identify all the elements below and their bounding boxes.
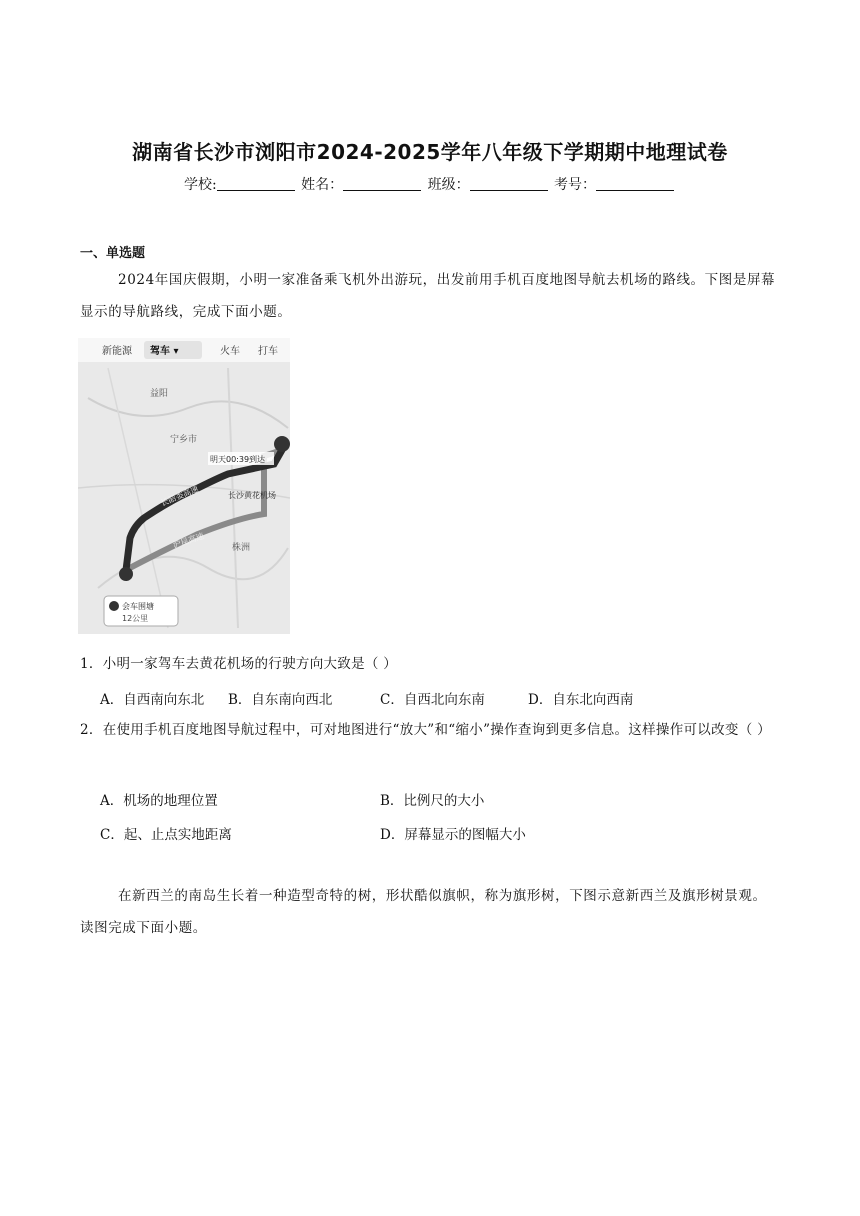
question-1-stem: 1．小明一家驾车去黄花机场的行驶方向大致是（ ）: [80, 656, 398, 672]
tab-train[interactable]: 火车: [220, 346, 240, 357]
section-heading: 一、单选题: [80, 246, 146, 261]
exam-title: 湖南省长沙市浏阳市2024-2025学年八年级下学期期中地理试卷: [132, 140, 728, 164]
q1-option-b[interactable]: B．自东南向西北: [228, 692, 333, 708]
q2-option-a[interactable]: A．机场的地理位置: [100, 793, 218, 809]
label-airport: 长沙黄花机场: [228, 491, 276, 500]
question-2-stem: 2．在使用手机百度地图导航过程中，可对地图进行“放大”和“缩小”操作查询到更多信息。这样操作可以改变（ ）: [80, 722, 771, 738]
number-label: 考号：: [554, 177, 597, 193]
label-road-changshao: 长韶娄高速: [159, 484, 200, 508]
q1-option-c[interactable]: C．自西北向东南: [380, 692, 485, 708]
navigation-map-figure: [78, 338, 290, 634]
passage-2-paragraph: 在新西兰的南岛生长着一种造型奇特的树，形状酷似旗帜，称为旗形树，下图示意新西兰及旗形树景观。读图完成下面小题。: [80, 888, 767, 936]
name-label: 姓名：: [301, 177, 344, 193]
number-blank[interactable]: [596, 176, 674, 191]
school-blank[interactable]: [217, 176, 295, 191]
student-info-line: [0, 174, 860, 194]
tab-taxi[interactable]: 打车: [258, 346, 278, 357]
label-road-hukun: 沪昆高速: [171, 531, 206, 550]
class-blank[interactable]: [470, 176, 548, 191]
q1-option-d[interactable]: D．自东北向西南: [528, 692, 634, 708]
start-marker-icon: [119, 567, 133, 581]
map-svg: [78, 338, 290, 634]
label-zhuzhou: 株洲: [232, 543, 251, 553]
start-card-pin-icon: [109, 601, 119, 611]
label-ningxiang: 宁乡市: [170, 435, 198, 445]
tab-drive[interactable]: 驾车 ▾: [150, 346, 179, 357]
label-eta: 明天00:39到达: [210, 455, 266, 464]
q2-option-c[interactable]: C．起、止点实地距离: [100, 827, 232, 843]
start-area-label: 会车围塘: [122, 602, 154, 611]
school-label: 学校:: [183, 177, 217, 193]
q2-option-b[interactable]: B．比例尺的大小: [380, 793, 485, 809]
tab-new-energy[interactable]: 新能源: [102, 346, 132, 357]
q1-option-a[interactable]: A．自西南向东北: [100, 692, 205, 708]
q2-option-d[interactable]: D．屏幕显示的图幅大小: [380, 827, 526, 843]
label-yiyang: 益阳: [150, 389, 169, 399]
end-marker-icon: [274, 436, 290, 452]
name-blank[interactable]: [343, 176, 421, 191]
intro-paragraph: 2024年国庆假期，小明一家准备乘飞机外出游玩，出发前用手机百度地图导航去机场的路线。下图是屏幕显示的导航路线，完成下面小题。: [80, 272, 776, 320]
class-label: 班级：: [427, 177, 470, 193]
distance-label: 12公里: [122, 614, 149, 623]
